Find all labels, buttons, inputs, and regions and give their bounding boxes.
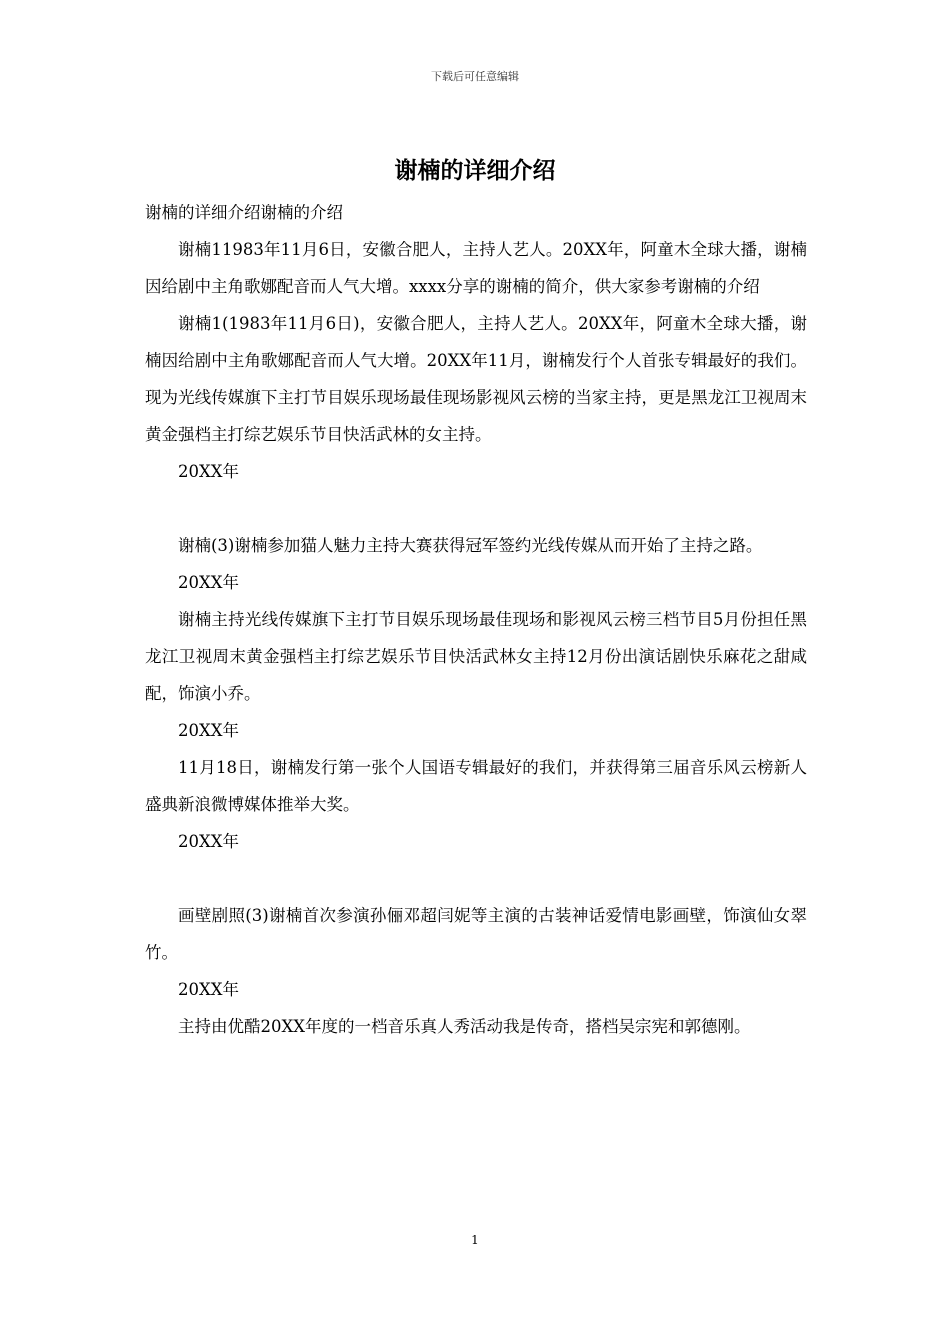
year-heading: 20XX年 xyxy=(178,832,239,851)
paragraph-event: 11月18日，谢楠发行第一张个人国语专辑最好的我们，并获得第三届音乐风云榜新人盛典新浪微博媒体推举大奖。 xyxy=(145,758,807,814)
document-title: 谢楠的详细介绍 xyxy=(394,157,556,184)
year-heading: 20XX年 xyxy=(178,573,239,592)
paragraph-event: 谢楠主持光线传媒旗下主打节目娱乐现场最佳现场和影视风云榜三档节目5月份担任黑龙江卫视周末黄金强档主打综艺娱乐节目快活武林女主持12月份出演话剧快乐麻花之甜咸配，饰演小乔。 xyxy=(145,610,807,703)
paragraph-event: 画壁剧照(3)谢楠首次参演孙俪邓超闫妮等主演的古装神话爱情电影画壁，饰演仙女翠竹。 xyxy=(145,906,807,962)
paragraph-biography: 谢楠1(1983年11月6日)，安徽合肥人，主持人艺人。20XX年，阿童木全球大播，谢楠因给剧中主角歌娜配音而人气大增。20XX年11月，谢楠发行个人首张专辑最好的我们。现为光线传媒旗下主打节目娱乐现场最佳现场影视风云榜的当家主持，更是黑龙江卫视周末黄金强档主打综艺娱乐节目快活武林的女主持。 xyxy=(145,314,807,444)
page-header-note: 下载后可任意编辑 xyxy=(431,70,519,83)
page-number: 1 xyxy=(471,1233,479,1247)
year-heading: 20XX年 xyxy=(178,980,239,999)
paragraph-event: 主持由优酷20XX年度的一档音乐真人秀活动我是传奇，搭档吴宗宪和郭德刚。 xyxy=(178,1017,751,1036)
blank-line xyxy=(145,860,807,897)
year-heading: 20XX年 xyxy=(178,721,239,740)
paragraph-subtitle: 谢楠的详细介绍谢楠的介绍 xyxy=(145,203,343,222)
blank-line xyxy=(145,490,807,527)
document-body xyxy=(145,194,807,1045)
paragraph-intro: 谢楠11983年11月6日，安徽合肥人，主持人艺人。20XX年，阿童木全球大播，谢楠因给剧中主角歌娜配音而人气大增。xxxx分享的谢楠的简介，供大家参考谢楠的介绍 xyxy=(145,240,807,296)
paragraph-event: 谢楠(3)谢楠参加猫人魅力主持大赛获得冠军签约光线传媒从而开始了主持之路。 xyxy=(178,536,763,555)
year-heading: 20XX年 xyxy=(178,462,239,481)
